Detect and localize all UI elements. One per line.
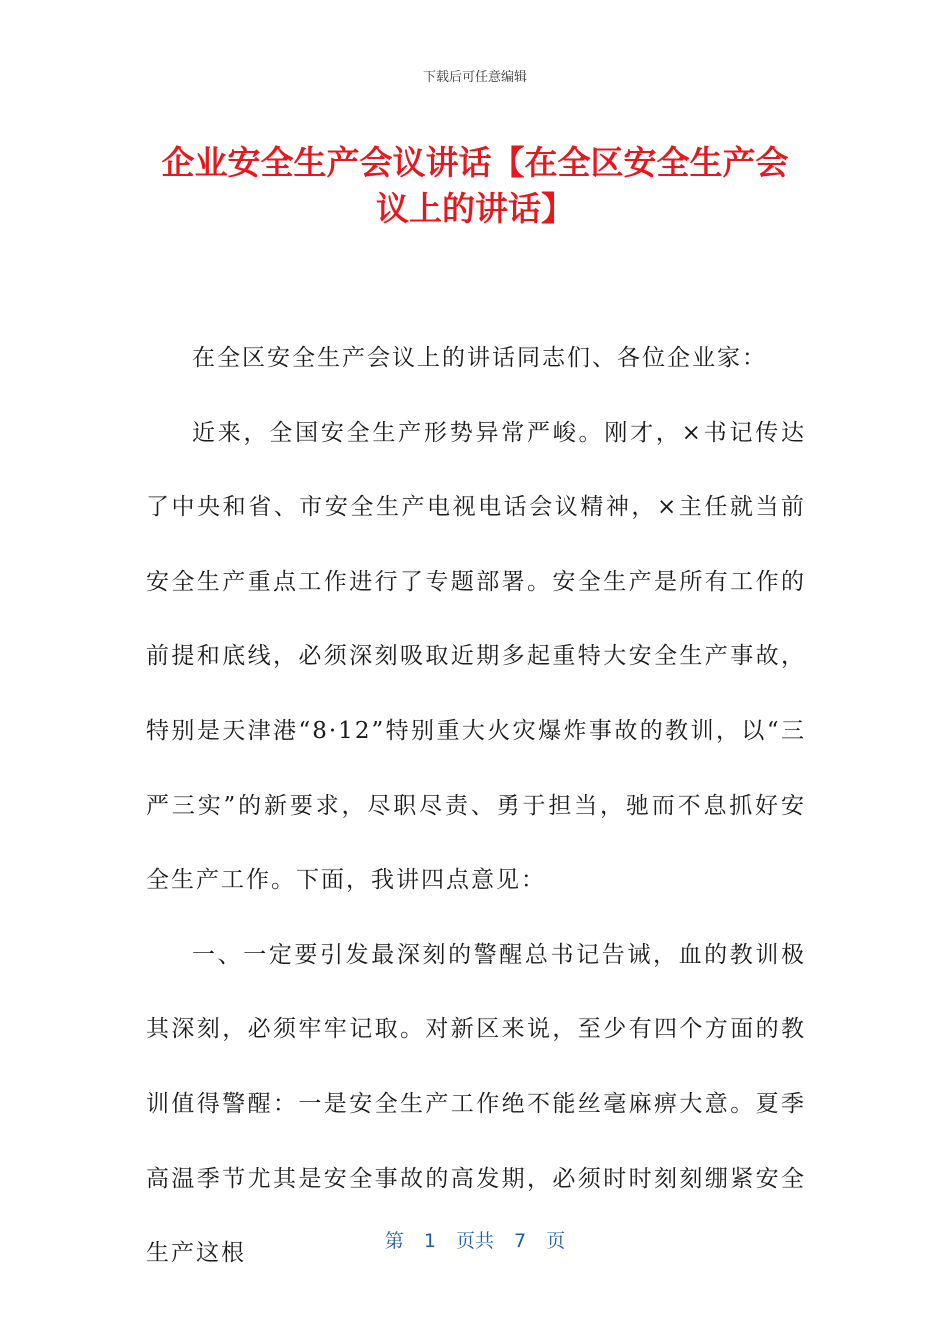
- page-footer: [0, 1226, 950, 1253]
- title-line-2: 议上的讲话】: [376, 189, 574, 228]
- paragraph-intro: 近来，全国安全生产形势异常严峻。刚才，×书记传达了中央和省、市安全生产电视电话会议精神，×主任就当前安全生产重点工作进行了专题部署。安全生产是所有工作的前提和底线，必须深刻吸取近期多起重特大安全生产事故，特别是天津港“8·12”特别重大火灾爆炸事故的教训，以“三严三实”的新要求，尽职尽责、勇于担当，驰而不息抓好安全生产工作。下面，我讲四点意见：: [146, 419, 806, 894]
- footer-total-pages: 7: [514, 1230, 527, 1252]
- footer-label-page: 第: [384, 1230, 404, 1252]
- document-title: [145, 140, 805, 232]
- page-header-note: 下载后可任意编辑: [422, 70, 527, 85]
- footer-label-end: 页: [546, 1230, 566, 1252]
- footer-current-page: 1: [423, 1230, 436, 1252]
- footer-label-of: 页共: [455, 1230, 494, 1252]
- paragraph-point-one: 一、一定要引发最深刻的警醒总书记告诫，血的教训极其深刻，必须牢牢记取。对新区来说，至少有四个方面的教训值得警醒：一是安全生产工作绝不能丝毫麻痹大意。夏季高温季节尤其是安全事故的高发期，必须时时刻刻绷紧安全生产这根: [146, 941, 806, 1267]
- title-line-1: 企业安全生产会议讲话【在全区安全生产会: [161, 143, 789, 182]
- document-body: [146, 321, 806, 1291]
- paragraph-salutation: 在全区安全生产会议上的讲话同志们、各位企业家：: [192, 345, 767, 371]
